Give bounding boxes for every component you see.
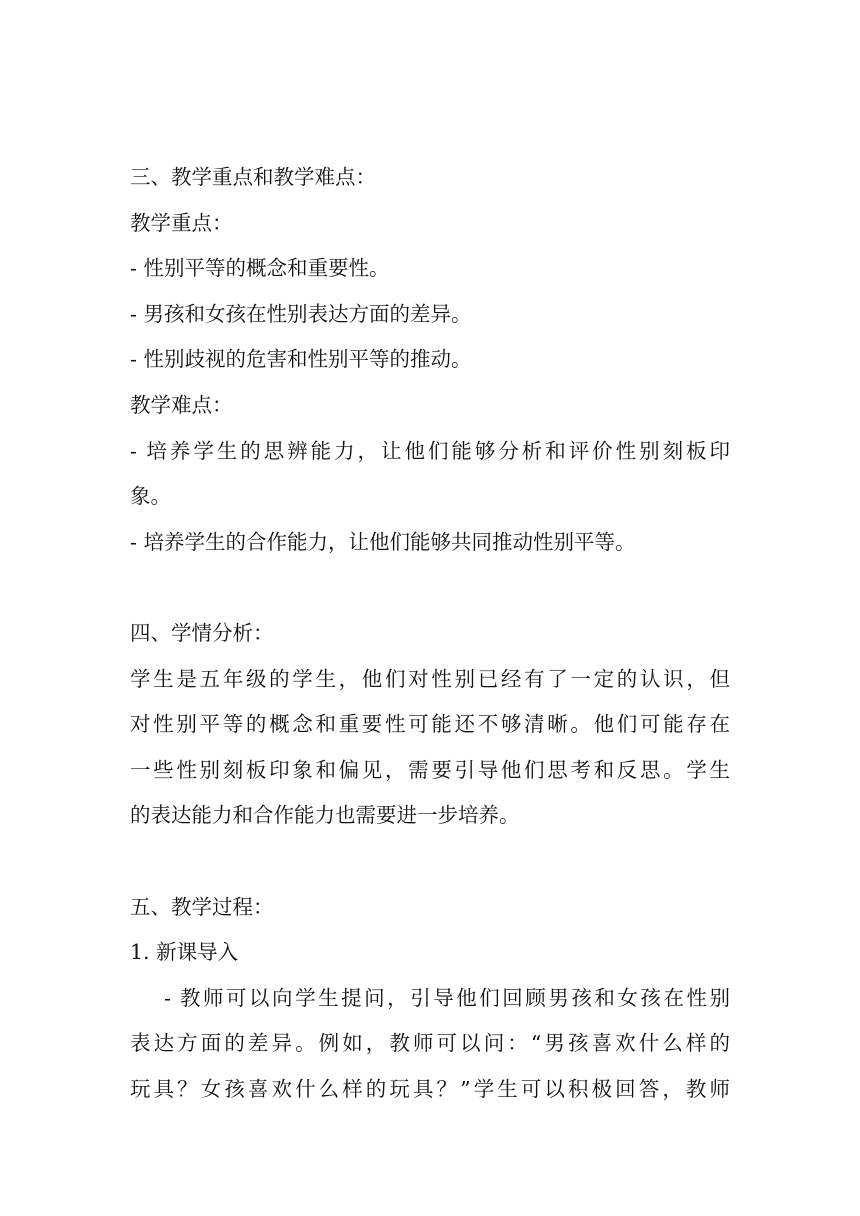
paragraph-line: 学生是五年级的学生，他们对性别已经有了一定的认识，但 (130, 666, 730, 691)
difficulties-label: 教学难点： (130, 392, 233, 417)
paragraph-line: 表达方面的差异。例如，教师可以问：“男孩喜欢什么样的 (130, 1031, 730, 1056)
paragraph-line: 的表达能力和合作能力也需要进一步培养。 (130, 803, 520, 828)
document-page (130, 155, 730, 1112)
difficulty-item: - 培养学生的合作能力，让他们能够共同推动性别平等。 (130, 529, 636, 554)
step-1-title: 1. 新课导入 (130, 940, 239, 965)
paragraph-line: 玩具？女孩喜欢什么样的玩具？”学生可以积极回答，教师 (130, 1076, 730, 1101)
section-4-heading: 四、学情分析： (130, 620, 274, 645)
paragraph-line: 一些性别刻板印象和偏见，需要引导他们思考和反思。学生 (130, 757, 730, 782)
difficulty-item: - 培养学生的思辨能力，让他们能够分析和评价性别刻板印 (130, 438, 730, 463)
key-point-item: - 性别歧视的危害和性别平等的推动。 (130, 347, 472, 372)
paragraph-gap (130, 565, 730, 611)
key-point-item: - 男孩和女孩在性别表达方面的差异。 (130, 301, 472, 326)
key-points-label: 教学重点： (130, 210, 233, 235)
paragraph-gap (130, 839, 730, 885)
paragraph-line: 对性别平等的概念和重要性可能还不够清晰。他们可能存在 (130, 712, 730, 737)
key-point-item: - 性别平等的概念和重要性。 (130, 256, 390, 281)
section-3-heading: 三、教学重点和教学难点： (130, 165, 376, 189)
section-5-heading: 五、教学过程： (130, 894, 274, 919)
difficulty-item-continuation: 象。 (130, 484, 171, 509)
paragraph-line: - 教师可以向学生提问，引导他们回顾男孩和女孩在性别 (164, 985, 730, 1010)
